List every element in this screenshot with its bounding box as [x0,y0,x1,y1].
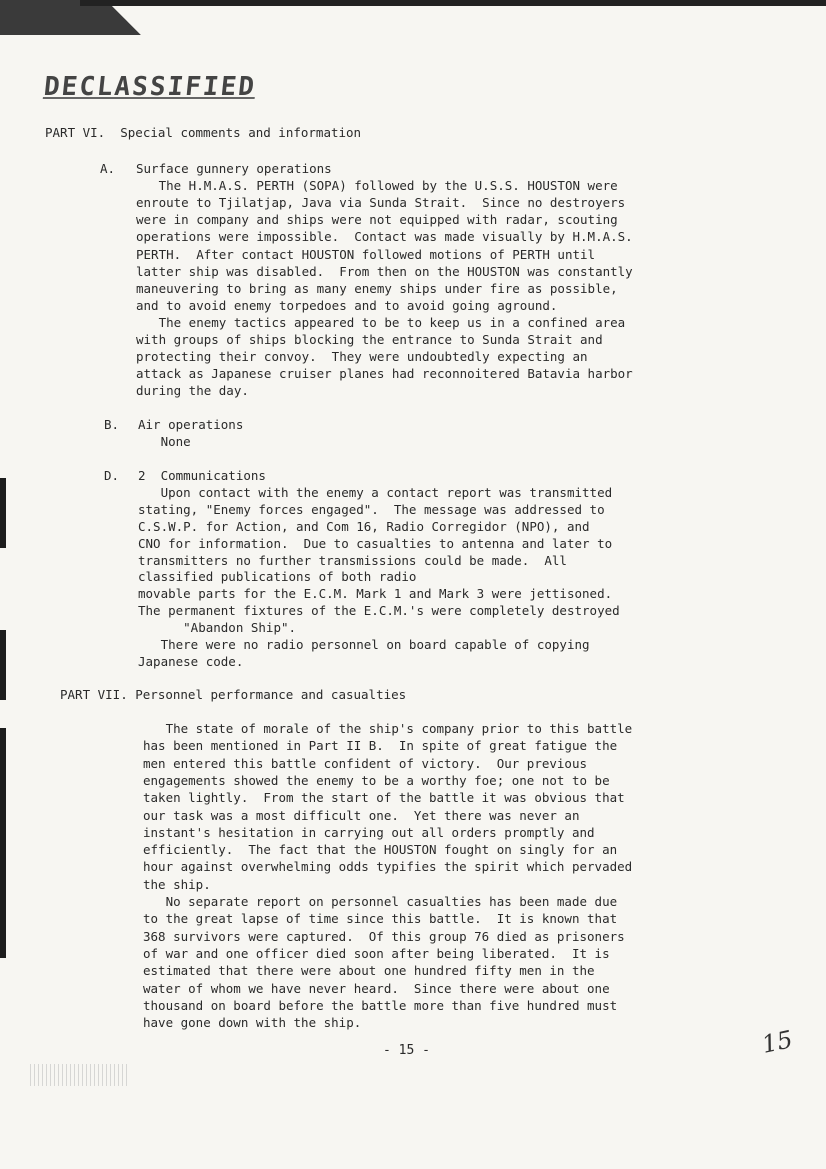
text-line: The state of morale of the ship's company prior to this battle [143,721,633,736]
text-line: hour against overwhelming odds typifies the spirit which pervaded [143,859,633,875]
text-line: C.S.W.P. for Action, and Com 16, Radio Corregidor (NPO), and [138,518,590,534]
text-line: The H.M.A.S. PERTH (SOPA) followed by the U.S.S. HOUSTON were [136,178,618,194]
text-line: taken lightly. From the start of the battle it was obvious that [143,790,625,806]
text-line: classified publications of both radio [138,569,417,585]
text-line: estimated that there were about one hundred fifty men in the [143,963,595,979]
text-line: our task was a most difficult one. Yet there was never an [143,807,580,823]
scan-noise [30,1064,130,1086]
page-number: - 15 - [383,1043,430,1058]
text-line: No separate report on personnel casualties has been made due [143,894,618,909]
text-line: protecting their convoy. They were undoubtedly expecting an [136,349,588,365]
text-line: Upon contact with the enemy a contact report was transmitted [138,484,613,500]
text-line: enroute to Tjilatjap, Java via Sunda Strait. Since no destroyers [136,195,626,211]
folded-corner [0,0,141,141]
binder-mark [0,728,6,958]
text-line: 2 Communications [138,468,266,483]
text-line: with groups of ships blocking the entrance to Sunda Strait and [136,332,603,347]
text-line: stating, "Enemy forces engaged". The message was addressed to [138,501,605,517]
text-line: were in company and ships were not equipped with radar, scouting [136,212,618,228]
text-line: instant's hesitation in carrying out all orders promptly and [143,824,595,840]
text-line: engagements showed the enemy to be a worthy foe; one not to be [143,772,610,788]
text-line: CNO for information. Due to casualties to antenna and later to [138,535,613,551]
binder-mark [0,478,6,548]
text-line: and to avoid enemy torpedoes and to avoid going aground. [136,297,558,313]
text-line: "Abandon Ship". [138,620,297,636]
text-line: to the great lapse of time since this battle. It is known that [143,911,618,927]
text-line: have gone down with the ship. [143,1015,362,1031]
text-line: maneuvering to bring as many enemy ships under fire as possible, [136,280,618,296]
text-line: of war and one officer died soon after being liberated. It is [143,945,610,961]
declassified-stamp: DECLASSIFIED [42,72,258,102]
text-line: men entered this battle confident of victory. Our previous [143,755,588,771]
section-a-letter: A. [100,161,116,176]
text-line: has been mentioned in Part II B. In spite of great fatigue the [143,738,618,754]
text-line: operations were impossible. Contact was made visually by H.M.A.S. [136,229,633,245]
scan-edge [80,0,826,6]
text-line: the ship. [143,876,211,892]
part-vii-title: PART VII. Personnel performance and casualties [60,687,407,702]
text-line: thousand on board before the battle more than five hundred must [143,997,618,1013]
text-line: There were no radio personnel on board capable of copying [138,637,590,652]
text-line: efficiently. The fact that the HOUSTON fought on singly for an [143,842,618,858]
binder-mark [0,630,6,700]
text-line: latter ship was disabled. From then on the HOUSTON was constantly [136,263,633,279]
text-line: The permanent fixtures of the E.C.M.'s were completely destroyed [138,603,620,619]
text-line: attack as Japanese cruiser planes had reconnoitered Batavia harbor [136,366,633,382]
text-line: Japanese code. [138,653,244,669]
section-b-letter: B. [104,417,120,432]
text-line: movable parts for the E.C.M. Mark 1 and Mark 3 were jettisoned. [138,586,613,602]
text-line: transmitters no further transmissions could be made. All [138,552,567,568]
part-vi-title: PART VI. Special comments and information [45,125,362,140]
text-line: PERTH. After contact HOUSTON followed motions of PERTH until [136,246,596,262]
text-line: Surface gunnery operations [136,161,332,176]
text-line: water of whom we have never heard. Since there were about one [143,980,610,996]
text-line: during the day. [136,383,249,399]
text-line: The enemy tactics appeared to be to keep us in a confined area [136,314,626,330]
text-line: Air operations [138,417,244,432]
section-d-letter: D. [104,468,120,483]
text-line: None [138,434,191,450]
text-line: 368 survivors were captured. Of this group 76 died as prisoners [143,928,625,944]
handwritten-page-number: 15 [759,1025,796,1059]
